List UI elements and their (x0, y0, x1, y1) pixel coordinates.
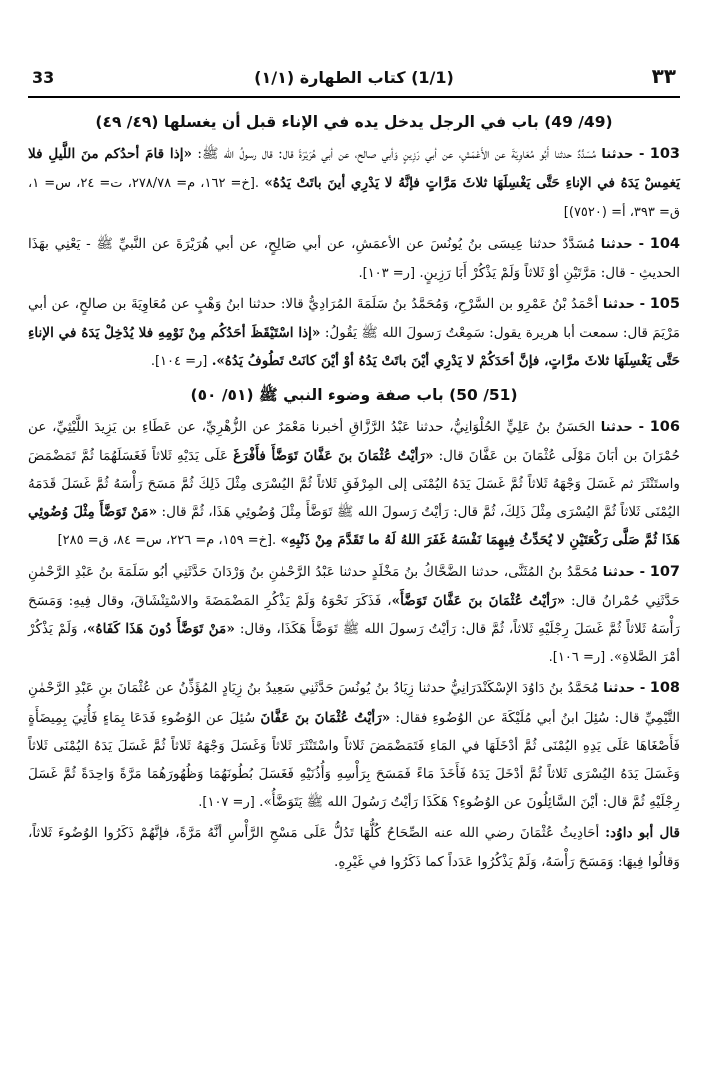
hadith-107 (28, 558, 680, 673)
hadith-isnad: مُحَمَّدُ بنُ المُثَنَّى، حدثنا الضَّحَّاكُ بنُ مَخْلَدٍ حدثنا عَبْدُ الرَّحْمٰنِ بنُ وَرْدَانَ حَدَّثَنِي أبُو سَلَمَةَ بنُ عَبْدِ الرَّحْمٰنِ حَدَّثَنِي حُمْرانُ قال: (28, 563, 681, 609)
page-number-arabic: ٣٣ (651, 64, 676, 88)
hadith-matn: «إذا قامَ أحدُكم منَ اللَّيلِ فلا يَغمِسْ يَدَهُ في الإناءِ حَتَّى يَغْسِلَهَا ثلاثَ مَرَّاتٍ فإنَّهُ لا يَدْرِي أينَ باتَتْ يَدُهُ» (28, 146, 681, 192)
hadith-body: عَلَى يَدَيْهِ ثَلاثاً فَغَسَلَهُمَا ثُمَّ تَمَضْمَضَ واستَنْثَرَ ثم غَسَلَ وَجْهَهُ ثَلاثاً ثُمَّ غَسَلَ يَدَهُ اليُمْنَى إلى المِرْفَقِ ثَلاثاً ثُمَّ اليُسْرَى مِثْلَ ذَلِكَ ثُمَّ مَسَحَ رَأْسَهُ ثُمَّ غَسَلَ قَدَمَهُ اليُمْنَى ثَلاثاً ثُمَّ اليُسْرَى مِثْلَ ذَلِكَ، ثُمَّ قال: رَأيْتُ رَسولَ الله ﷺ تَوَضَّأَ مِثْلَ وُضُوئِي هَذَا، ثُمَّ قال: (28, 447, 680, 521)
comment-text: أحَادِيثُ عُثْمَانَ رضي الله عنه الصِّحَاحُ كُلُّهَا تَدُلُّ عَلَى مَسْحِ الرَّأْسِ أنَّهُ مَرَّةً، فإنَّهُمْ ذَكَرُوا الوُضُوءَ ثَلاثاً، وَقالُوا فِيهَا: وَمَسَحَ رَأْسَهُ، وَلَمْ يَذْكُرُوا عَدَداً كما ذَكَرُوا في غَيْرِهِ. (28, 825, 680, 870)
hadith-body: سُئِلَ عن الوُضُوءِ فَدَعَا بِمَاءٍ فَأُتِيَ بِمِيضَأَةٍ فَأَصْغَاهَا عَلَى يَدِهِ اليُمْنَى ثُمَّ أدْخَلَهَا في المَاءِ فَتَمَضْمَضَ ثَلاثاً واسْتَنْثَرَ ثَلاثاً وَغَسَلَ وَجْهَهُ ثَلاثاً ثُمَّ غَسَلَ يَدَهُ اليُمْنَى ثَلاثاً وَغَسَلَ يَدَهُ اليُسْرَى ثَلاثاً ثُمَّ أدْخَلَ يَدَهُ فَأَخَذَ مَاءً فَمَسَحَ بِرَأْسِهِ وَأُذُنَيْهِ فَغَسَلَ بُطُونَهُمَا وَظُهُورَهُمَا مَرَّةً وَاحِدَةً ثُمَّ غَسَلَ رِجْلَيْهِ ثُمَّ قال: أيْنَ السَّائِلُونَ عن الوُضُوءِ؟ هَكَذَا رَأيْتُ رَسُولَ الله ﷺ يَتَوَضَّأُ». (28, 709, 680, 811)
haddathana-label: - حدثنا (600, 236, 644, 252)
author-comment (28, 819, 680, 875)
page-header (28, 62, 680, 98)
hadith-matn: «رَأيْتُ عُثْمَانَ بنَ عَفَّانَ (260, 709, 391, 726)
hadith-matn: «رَأيْتُ عُثْمَانَ بنَ عَفَّانَ تَوَضَّأَ» (391, 592, 566, 609)
hadith-body: ، فَذَكَرَ نَحْوَهُ وَلَمْ يَذْكُرِ المَضْمَضَةَ والاسْتِنْشَاقَ، وقال فِيهِ: وَمَسَحَ رَأْسَهُ ثَلاثاً ثُمَّ غَسَلَ رِجْلَيْهِ ثَلاثاً، ثُمَّ قال: رَأيْتُ رَسولَ الله ﷺ تَوَضَّأَ هَكَذَا، وقال: (28, 592, 680, 638)
hadith-isnad: الحَسَنُ بنُ عَلِيٍّ الحُلْوَانِيُّ، حدثنا عَبْدُ الرَّزَّاقِ أخبرنا مَعْمَرٌ عن الزُّهْرِيِّ، عن عَطَاءِ بن يَزِيدَ اللَّيْثِيِّ، عن حُمْرَانَ بن أبَانَ مَوْلَى عُثْمَانَ بن عَفَّانَ قال: (28, 418, 680, 464)
hadith-isnad: أحْمَدُ بْنُ عَمْرِو بن السَّرْحِ، وَمُحَمَّدُ بنُ سَلَمَةَ المُرَادِيُّ قالا: حدثنا ابنُ وَهْبٍ عن مُعَاوِيَةَ بن صالحٍ، عن أبي مَرْيَمَ قال: سمعت أبا هريرة يقول: سَمِعْتُ رَسولَ الله ﷺ يَقُولُ: (28, 296, 680, 342)
hadith-isnad: مُحَمَّدُ بنُ دَاوُدَ الإسْكَنْدَرَانِيُّ حدثنا زِيَادُ بنُ يُونُسَ حَدَّثَنِي سَعِيدُ بنُ زِيَادٍ المُؤَذِّنُ عن عُثْمَانَ بنِ عَبْدِ الرَّحْمٰنِ التَّيْمِيِّ قال: سُئِلَ ابنُ أبي مُلَيْكَةَ عن الوُضُوءِ فقال: (28, 680, 681, 726)
hadith-reference: .[خ= ١٥٩، م= ٢٢٦، س= ٨٤، ق= ٢٨٥] (57, 533, 277, 549)
hadith-number: 108 (649, 680, 681, 697)
hadith-106 (28, 413, 680, 556)
hadith-number: 103 (649, 146, 681, 162)
hadith-reference: [ر= ١٠٧]. (198, 795, 255, 811)
hadith-number: 104 (649, 235, 681, 252)
page-number-latin: 33 (32, 68, 55, 87)
hadith-matn: «رَأيْتُ عُثْمَانَ بنَ عَفَّانَ تَوَضَّأَ فأَفْرَغَ (233, 447, 434, 464)
hadith-108 (28, 674, 680, 817)
hadith-isnad: مُسَدَّدٌ حدثنا أَبُو مُعَاوِيَةَ عن الأَعْمَشِ، عن أبي رَزِينٍ وَأبي صالح، عن أبي هُرَيْرَةَ قال: قال رسولُ الله ﷺ: (197, 146, 597, 162)
hadith-reference: [ر= ١٠٤]. (150, 354, 208, 370)
hadith-105 (28, 290, 680, 377)
hadith-number: 105 (649, 296, 680, 313)
hadith-103 (28, 140, 680, 228)
hadith-reference: [ر= ١٠٣]. (358, 265, 416, 281)
haddathana-label: - حدثنا (600, 419, 645, 435)
haddathana-label: - حدثنا (603, 681, 646, 697)
haddathana-label: - حدثنا (602, 297, 646, 313)
running-title: (1/1) كتاب الطهارة (١/١) (254, 68, 454, 87)
hadith-104 (28, 230, 680, 288)
hadith-number: 107 (649, 563, 681, 580)
hadith-number: 106 (649, 418, 680, 435)
hadith-matn: «إذا اسْتَيْقَظَ أحَدُكُم مِنْ نَوْمِهِ فلا يُدْخِلْ يَدَهُ في الإناءِ حَتَّى يَغْسِلَهَا ثلاثَ مرَّاتٍ، فإنَّ أحَدَكُمْ لا يَدْرِي أيْنَ باتَتْ يَدُهُ أوْ أيْنَ كانَتْ تَطُوفُ يَدُهُ». (28, 325, 680, 370)
hadith-matn: «مَنْ تَوَضَّأَ دُونَ هَذَا كَفَاهُ» (86, 621, 235, 638)
comment-label: قال أبو داوُد: (605, 825, 680, 842)
chapter-heading: (51/ 50) باب صفة وضوء النبي ﷺ (٥١/ ٥٠) (190, 385, 518, 404)
hadith-isnad: مُسَدَّدٌ حدثنا عِيسَى بنُ يُونُسَ عن الأعمَشِ، عن أبي صَالِحٍ، عن أبي هُرَيْرَةَ عن النَّبيِّ ﷺ - يَعْنِي بهَذَا الحديثِ - قال: مَرَّتَيْنِ أوْ ثَلاثاً وَلَمْ يَذْكُرْ أَبَا رَزِينٍ. (28, 235, 680, 281)
haddathana-label: - حدثنا (602, 564, 646, 580)
hadith-reference: [ر= ١٠٦]. (548, 650, 606, 666)
hadith-matn: «مَنْ تَوَضَّأَ مِثْلَ وُضُوئِي هَذَا ثُمَّ صَلَّى رَكْعَتَيْنِ لا يُحَدِّثُ فِيهِمَا نَفْسَهُ غَفَرَ اللهُ لَهُ ما تَقَدَّمَ مِنْ ذَنْبِهِ» (28, 504, 680, 549)
page-content (28, 104, 680, 876)
hadith-reference: .[خ= ١٦٢، م= ٢٧٨/٧٨، ت= ٢٤، س= ١، ق= ٣٩٣، أ= (٧٥٢٠)] (28, 176, 680, 221)
haddathana-label: - حدثنا (601, 147, 645, 162)
chapter-heading: (49/ 49) باب في الرجل يدخل يده في الإناء قبل أن يغسلها (٤٩/ ٤٩) (95, 113, 613, 131)
hadith-tail: ، وَلَمْ يَذْكُرْ أمْرَ الصَّلاةِ». (28, 621, 680, 666)
